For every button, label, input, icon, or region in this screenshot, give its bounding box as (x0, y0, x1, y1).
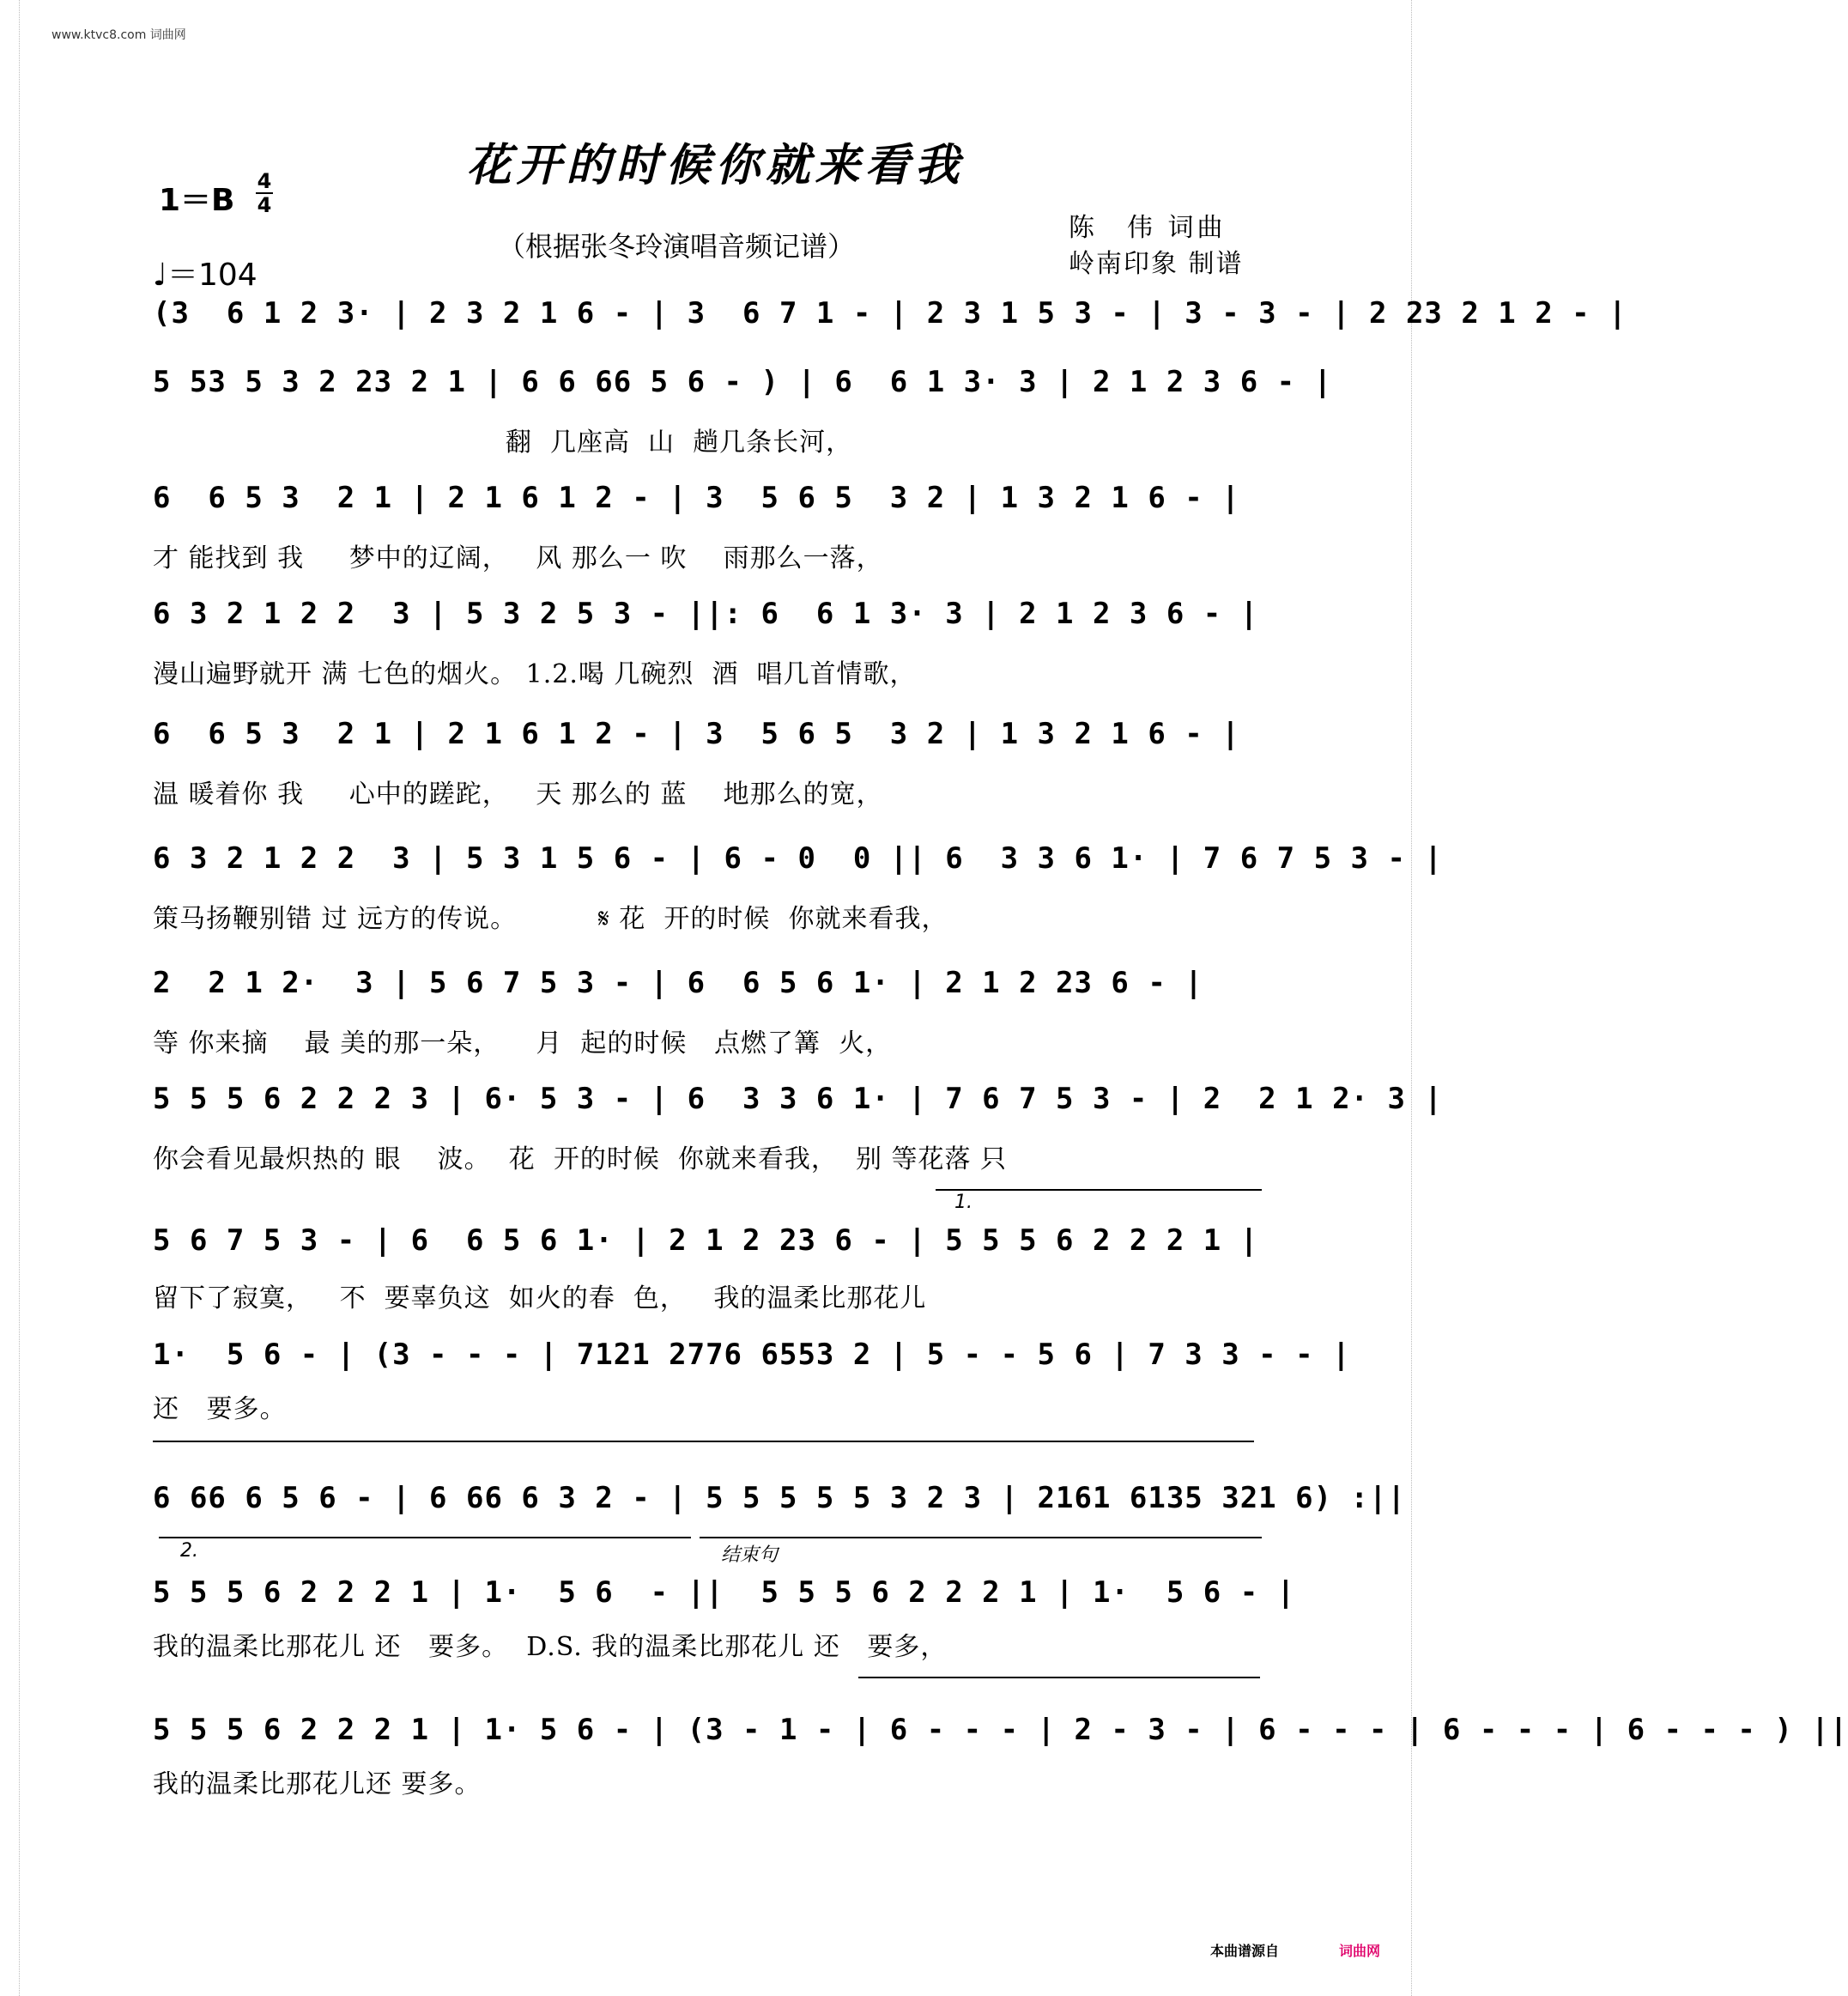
coda-bracket (700, 1537, 1262, 1538)
notes-line: 1· 5 6 - | (3 - - - | 7121 2776 6553 2 | 5 - - 5 6 | 7 3 3 - - | (153, 1338, 1351, 1372)
notes-line: 5 53 5 3 2 23 2 1 | 6 6 66 5 6 - ) | 6 6 1 3· 3 | 2 1 2 3 6 - | (153, 365, 1333, 399)
final-bracket (858, 1677, 1260, 1678)
notes-line: 5 5 5 6 2 2 2 3 | 6· 5 3 - | 6 3 3 6 1· | 7 6 7 5 3 - | 2 2 1 2· 3 | (153, 1082, 1443, 1116)
notes-line: 2 2 1 2· 3 | 5 6 7 5 3 - | 6 6 5 6 1· | 2 1 2 23 6 - | (153, 966, 1203, 1000)
notes-line: 6 66 6 5 6 - | 6 66 6 3 2 - | 5 5 5 5 5 3 2 3 | 2161 6135 321 6) :|| (153, 1481, 1406, 1515)
lyric-line: 等 你来摘 最 美的那一朵， 月 起的时候 点燃了篝 火， (153, 1028, 893, 1059)
notes-line: (3 6 1 2 3· | 2 3 2 1 6 - | 3 6 7 1 - | 2 3 1 5 3 - | 3 - 3 - | 2 23 2 1 2 - | (153, 296, 1627, 331)
footer-source-label: 本曲谱源自 (1210, 1943, 1280, 1959)
arranger-credit: 岭南印象 制谱 (1069, 249, 1244, 279)
footer-source-link[interactable]: 词曲网 (1339, 1943, 1381, 1959)
song-title: 花开的时候你就来看我 (466, 139, 965, 191)
first-ending-label: 1. (954, 1192, 972, 1213)
tempo-marking: ♩＝104 (153, 258, 258, 293)
meter-top: 4 (257, 169, 272, 193)
notes-line: 5 5 5 6 2 2 2 1 | 1· 5 6 - | (3 - 1 - | 6 - - - | 2 - 3 - | 6 - - - | 6 - - - | 6 - - - ) || (153, 1713, 1848, 1747)
notes-line: 5 6 7 5 3 - | 6 6 5 6 1· | 2 1 2 23 6 - | 5 5 5 6 2 2 2 1 | (153, 1223, 1259, 1258)
first-ending-bracket (936, 1189, 1262, 1191)
time-signature (256, 170, 273, 216)
lyric-line: 还 要多。 (153, 1394, 287, 1424)
notes-line: 5 5 5 6 2 2 2 1 | 1· 5 6 - || 5 5 5 6 2 2 2 1 | 1· 5 6 - | (153, 1575, 1296, 1610)
lyric-line: 你会看见最炽热的 眼 波。 花 开的时候 你就来看我， 别 等花落 只 (153, 1144, 1008, 1174)
left-watermark-strip (0, 0, 20, 1996)
meter-bottom: 4 (257, 193, 272, 217)
lyric-line: 温 暖着你 我 心中的蹉跎， 天 那么的 蓝 地那么的宽， (153, 780, 883, 810)
second-ending-bracket (159, 1537, 691, 1538)
lyric-line: 漫山遍野就开 满 七色的烟火。 1.2.喝 几碗烈 酒 唱几首情歌， (153, 659, 917, 689)
notes-line: 6 6 5 3 2 1 | 2 1 6 1 2 - | 3 5 6 5 3 2 | 1 3 2 1 6 - | (153, 717, 1240, 751)
lyric-line: 翻 几座高 山 趟几条长河， (153, 428, 853, 458)
notes-line: 6 3 2 1 2 2 3 | 5 3 2 5 3 - ||: 6 6 1 3· 3 | 2 1 2 3 6 - | (153, 597, 1259, 631)
lyric-line: 我的温柔比那花儿还 要多。 (153, 1769, 482, 1799)
key-signature: 1＝B (159, 183, 235, 218)
notes-line: 6 6 5 3 2 1 | 2 1 6 1 2 - | 3 5 6 5 3 2 | 1 3 2 1 6 - | (153, 481, 1240, 515)
lyric-line: 我的温柔比那花儿 还 要多。 D.S. 我的温柔比那花儿 还 要多， (153, 1632, 948, 1662)
repeat-section-bracket (153, 1441, 1254, 1442)
subtitle: （根据张冬玲演唱音频记谱） (498, 230, 856, 263)
lyric-line: 留下了寂寞， 不 要辜负这 如火的春 色， 我的温柔比那花儿 (153, 1283, 927, 1313)
site-url: www.ktvc8.com 词曲网 (52, 28, 186, 42)
lyric-line: 才 能找到 我 梦中的辽阔， 风 那么一 吹 雨那么一落， (153, 543, 883, 573)
composer-credit: 陈 伟 词曲 (1069, 213, 1227, 243)
lyric-line: 策马扬鞭别错 过 远方的传说。 𝄋 花 开的时候 你就来看我， (153, 904, 948, 934)
second-ending-label: 2. (180, 1540, 198, 1562)
coda-label: 结束句 (721, 1544, 779, 1566)
notes-line: 6 3 2 1 2 2 3 | 5 3 1 5 6 - | 6 - 0 0 || 6 3 3 6 1· | 7 6 7 5 3 - | (153, 841, 1443, 876)
